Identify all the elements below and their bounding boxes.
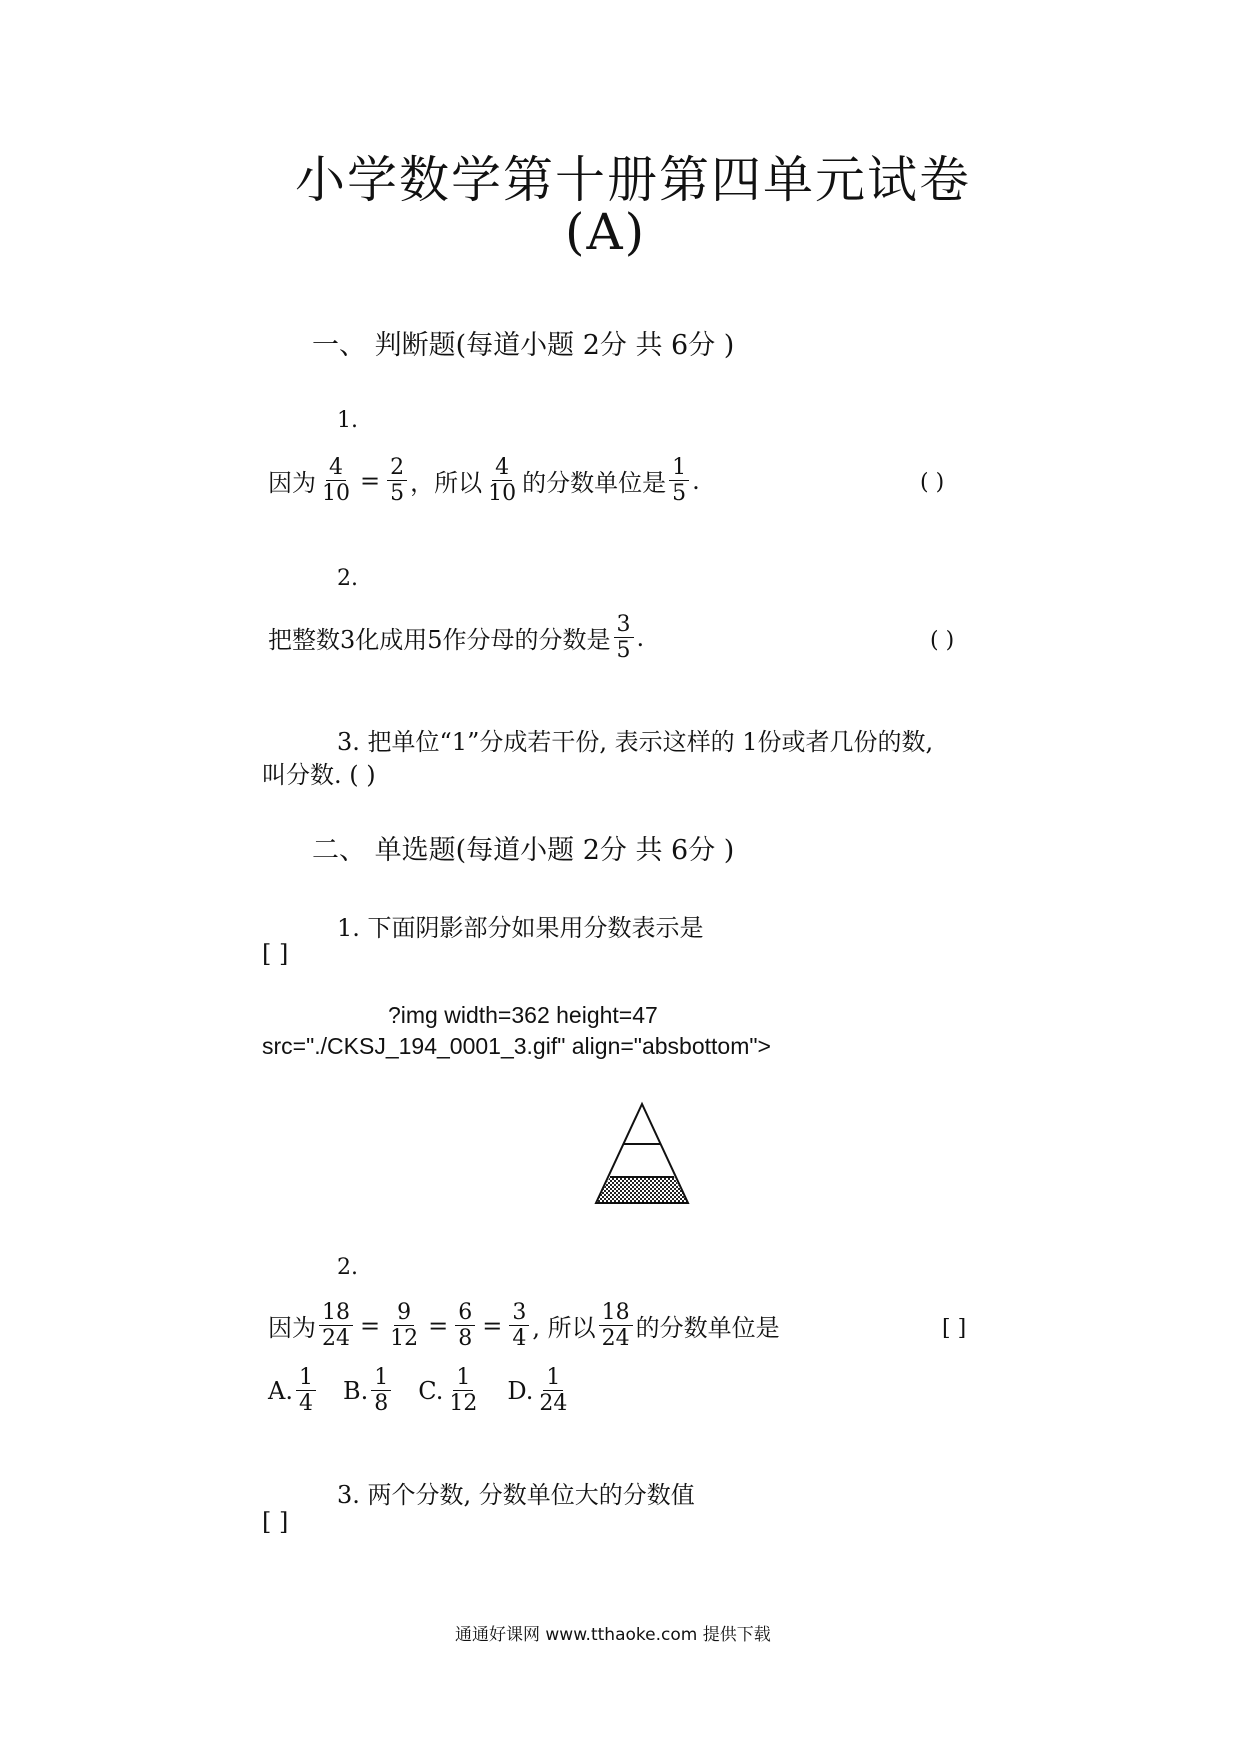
s1-q3-line2: 叫分数. ( ) bbox=[262, 761, 376, 789]
s1-q1-statement: 因为 $\frac{4}{10}$ = $\frac{2}{5}$ ，所以 $\frac{4}{10}$ 的分数单位是 $\frac{1}{5}$ . bbox=[268, 455, 700, 507]
option-c[interactable]: C. $\frac{1}{12}$ bbox=[418, 1365, 478, 1417]
s2-q2-options bbox=[268, 1365, 573, 1417]
fraction: $\frac{1}{5}$ bbox=[669, 455, 689, 507]
s2-q3-answer-blank[interactable]: [ ] bbox=[262, 1508, 289, 1536]
fraction: $\frac{9}{12}$ bbox=[390, 1300, 419, 1352]
s2-q2-number: 2. bbox=[337, 1255, 358, 1280]
s1-q3-line1: 3. 把单位“1”分成若干份, 表示这样的 1份或者几份的数, bbox=[337, 728, 934, 756]
fraction: $\frac{3}{5}$ bbox=[614, 612, 634, 664]
fraction: $\frac{4}{10}$ bbox=[488, 455, 517, 507]
s1-q2-answer-blank[interactable]: ( ) bbox=[930, 628, 955, 653]
fraction: $\frac{4}{10}$ bbox=[322, 455, 350, 507]
fraction: $\frac{18}{24}$ bbox=[319, 1300, 353, 1352]
page-subtitle: (A) bbox=[565, 203, 647, 261]
fraction: $\frac{2}{5}$ bbox=[387, 455, 407, 507]
s2-q1-line1: 1. 下面阴影部分如果用分数表示是 bbox=[337, 914, 704, 942]
s1-q1-answer-blank[interactable]: ( ) bbox=[920, 470, 945, 495]
s1-q2-number: 2. bbox=[337, 566, 358, 591]
section1-heading: 一、 判断题(每道小题 2分 共 6分 ) bbox=[312, 330, 735, 361]
shaded-band bbox=[596, 1177, 688, 1203]
s1-q1-number: 1. bbox=[337, 408, 358, 433]
fraction: $\frac{6}{8}$ bbox=[455, 1300, 475, 1352]
fraction: $\frac{3}{4}$ bbox=[509, 1300, 529, 1352]
option-b[interactable]: B. $\frac{1}{8}$ bbox=[343, 1365, 394, 1417]
s2-q3-line1: 3. 两个分数, 分数单位大的分数值 bbox=[337, 1481, 695, 1509]
broken-image-text-line2: src="./CKSJ_194_0001_3.gif" align="absbottom"> bbox=[262, 1033, 771, 1059]
page-footer: 通通好课网 www.tthaoke.com 提供下载 bbox=[455, 1625, 771, 1645]
option-d[interactable]: D. $\frac{1}{24}$ bbox=[507, 1365, 568, 1417]
s2-q2-statement: 因为 $\frac{18}{24}$ = $\frac{9}{12}$ = $\frac{6}{8}$ = $\frac{3}{4}$ , 所以 $\frac{18}{24}$ 的分数单位是 bbox=[268, 1300, 780, 1352]
s2-q1-answer-blank[interactable]: [ ] bbox=[262, 940, 289, 968]
fraction: $\frac{18}{24}$ bbox=[599, 1300, 633, 1352]
s1-q1-pre: 因为 bbox=[268, 469, 316, 498]
section2-heading: 二、 单选题(每道小题 2分 共 6分 ) bbox=[312, 835, 735, 866]
option-a[interactable]: A. $\frac{1}{4}$ bbox=[268, 1365, 319, 1417]
shaded-triangle-figure bbox=[590, 1100, 694, 1206]
s2-q2-answer-blank[interactable]: [ ] bbox=[942, 1316, 967, 1341]
broken-image-text-line1: ?img width=362 height=47 bbox=[388, 1002, 658, 1028]
page-title: 小学数学第十册第四单元试卷 bbox=[295, 151, 971, 209]
s1-q2-statement: 把整数3化成用5作分母的分数是 $\frac{3}{5}$ . bbox=[268, 612, 645, 664]
